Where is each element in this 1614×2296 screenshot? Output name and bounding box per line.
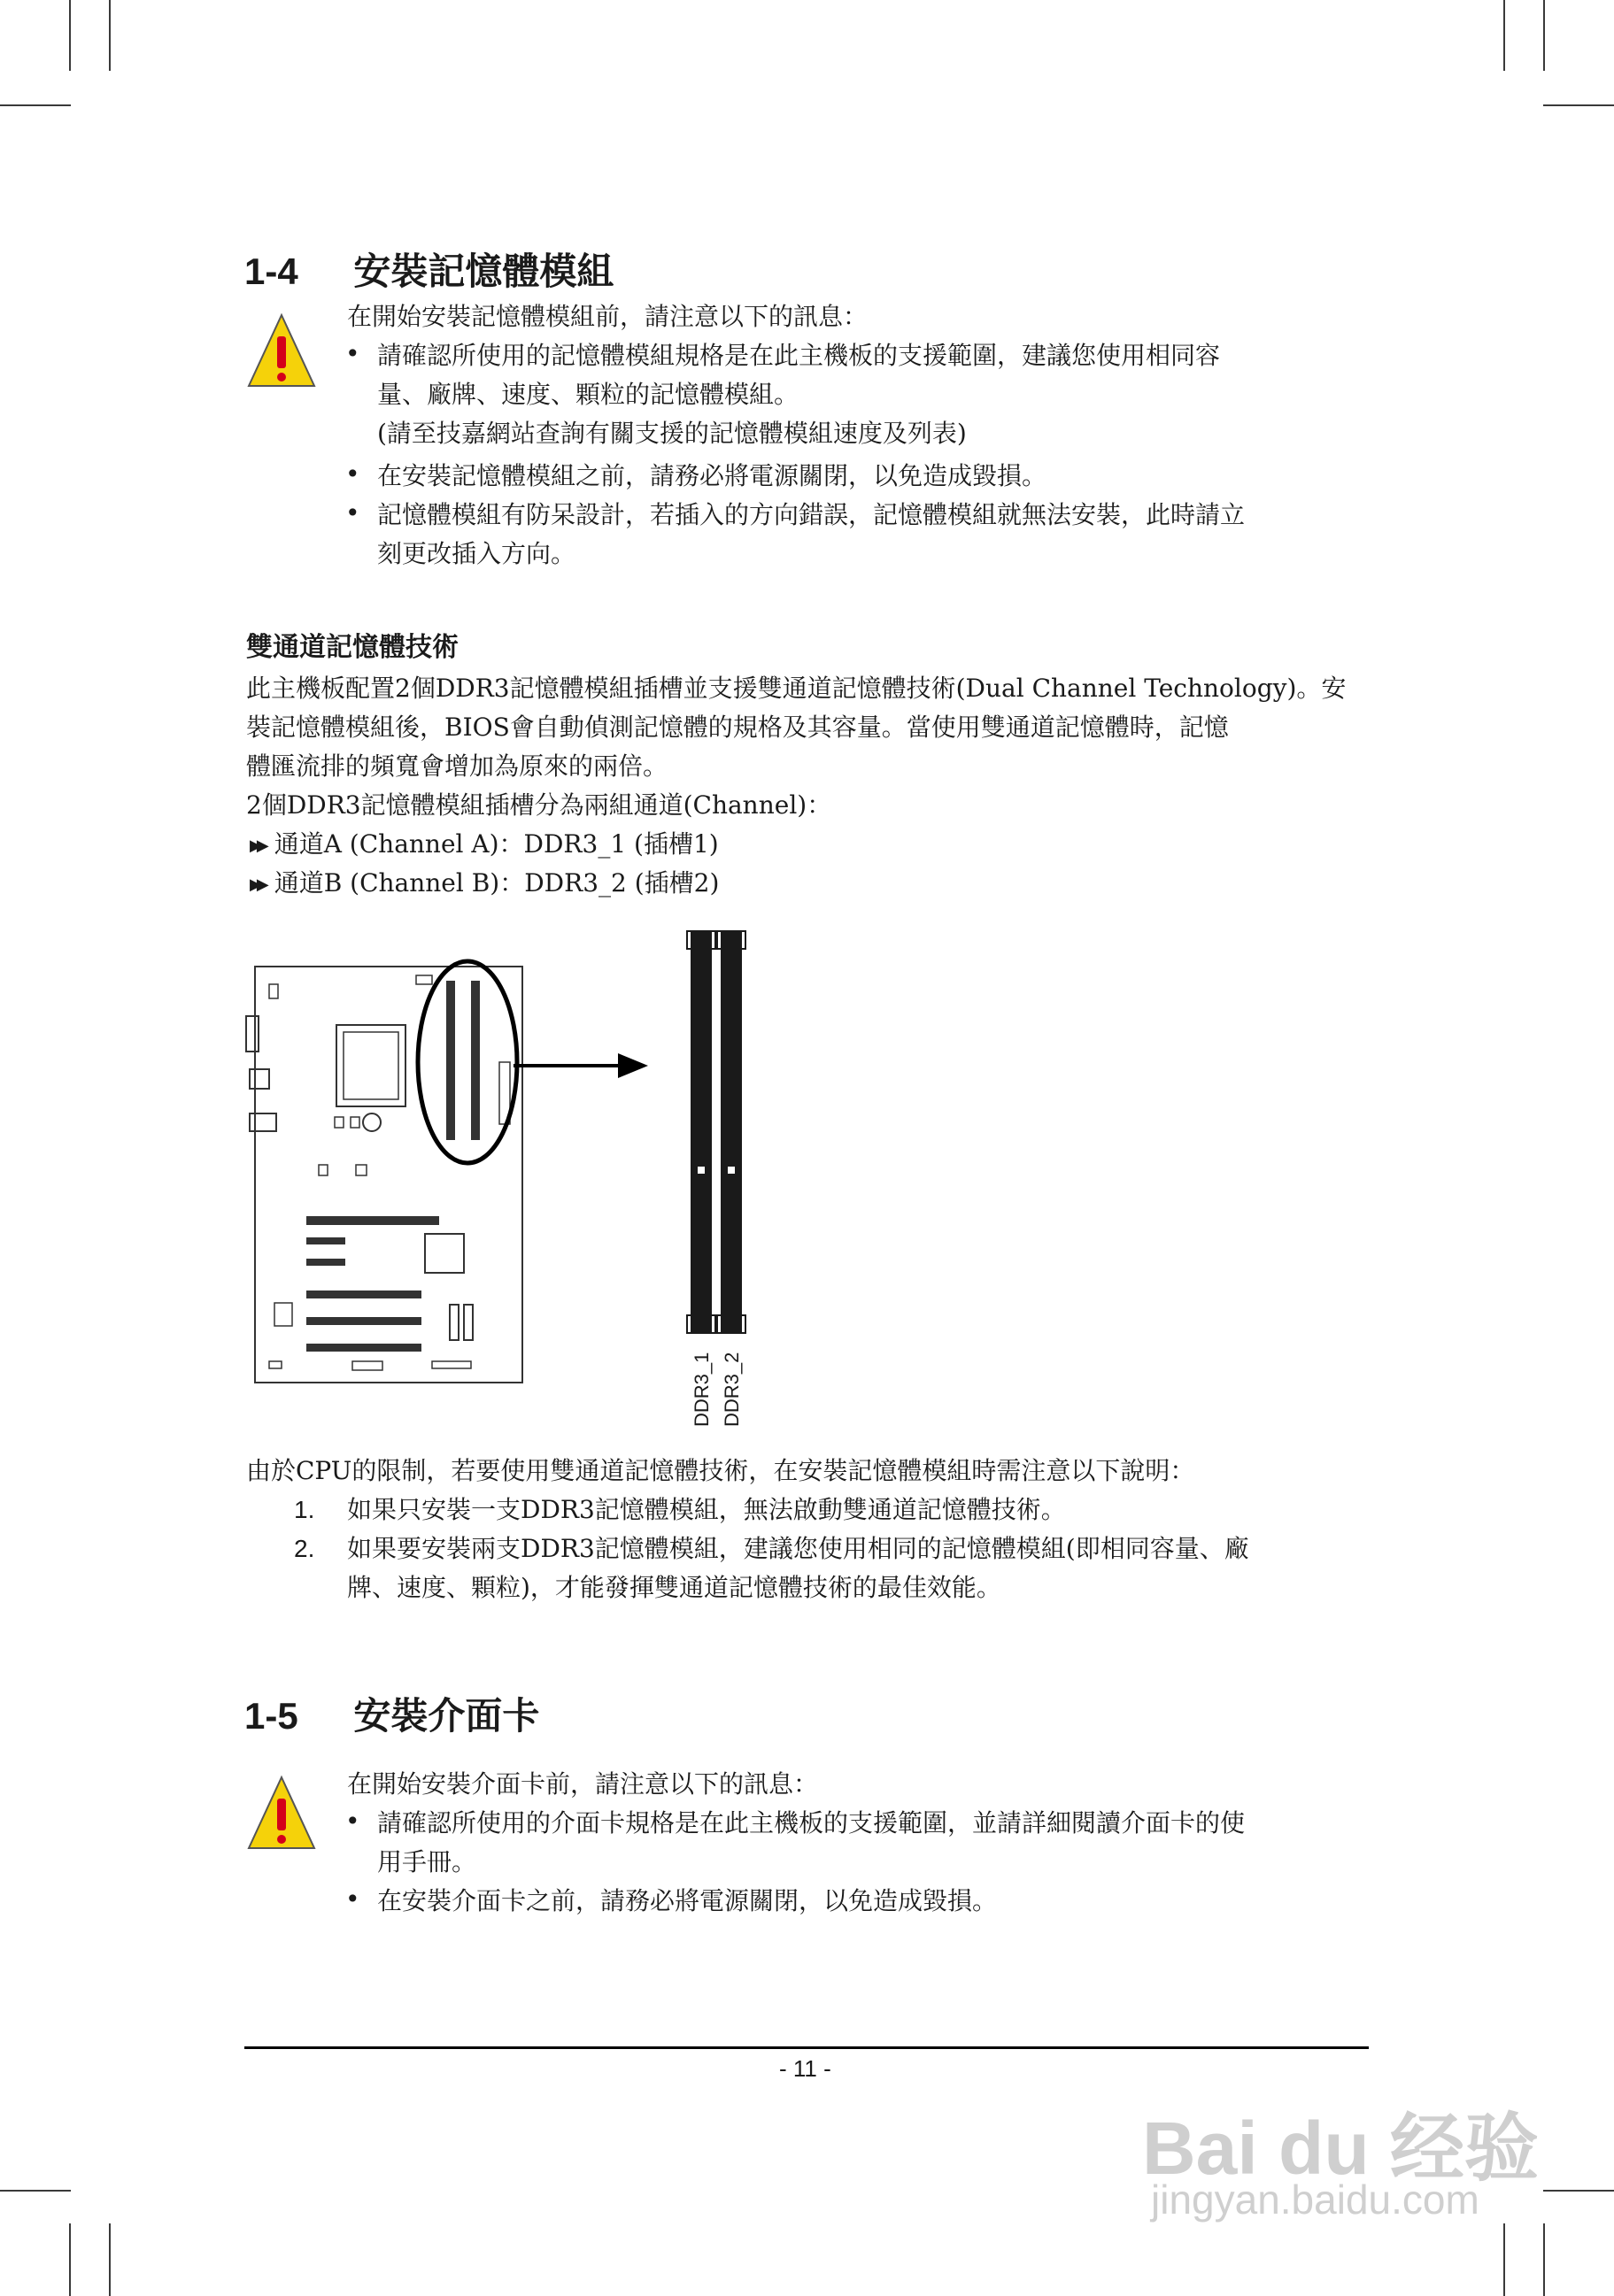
bullet-dot: • xyxy=(345,498,360,528)
channel-text: 通道A (Channel A)：DDR3_1 (插槽1) xyxy=(274,829,719,859)
note-text: 如果要安裝兩支DDR3記憶體模組，建議您使用相同的記憶體模組(即相同容量、廠 xyxy=(347,1534,1249,1563)
slot-label: DDR3_2 xyxy=(721,1352,743,1427)
crop-mark xyxy=(109,0,111,71)
watermark-url: jingyan.baidu.com xyxy=(1151,2177,1479,2223)
crop-mark xyxy=(69,0,71,71)
crop-mark xyxy=(0,2190,71,2192)
chipset xyxy=(425,1234,464,1273)
paragraph-line: 此主機板配置2個DDR3記憶體模組插槽並支援雙通道記憶體技術(Dual Channel Technology)。安 xyxy=(246,674,1347,703)
board-dimm-slot xyxy=(446,981,455,1140)
note-intro: 由於CPU的限制，若要使用雙通道記憶體技術，在安裝記憶體模組時需注意以下說明： xyxy=(246,1456,1195,1485)
note-number: 2. xyxy=(294,1535,315,1562)
bullet-text: 刻更改插入方向。 xyxy=(377,539,576,568)
crop-mark xyxy=(109,2223,111,2296)
board-dimm-slot xyxy=(471,981,480,1140)
double-arrow-icon: ▶▶ xyxy=(250,875,264,894)
section-heading xyxy=(244,1687,539,1740)
paragraph-line: 裝記憶體模組後，BIOS會自動偵測記憶體的規格及其容量。當使用雙通道記憶體時，記憶 xyxy=(246,713,1229,742)
bullet-dot: • xyxy=(345,1884,360,1914)
section-title: 安裝介面卡 xyxy=(353,1694,540,1737)
page-number: - 11 - xyxy=(779,2055,831,2082)
note-text: 牌、速度、顆粒)，才能發揮雙通道記憶體技術的最佳效能。 xyxy=(347,1573,1001,1602)
dimm-slot-2 xyxy=(721,931,742,1333)
dimm-slot-1 xyxy=(691,931,712,1333)
warning-icon xyxy=(246,312,317,391)
arrow-head xyxy=(618,1053,648,1078)
bullet-dot: • xyxy=(345,339,360,368)
crop-mark xyxy=(1543,2223,1545,2296)
bullet-text: 在安裝介面卡之前，請務必將電源關閉，以免造成毀損。 xyxy=(377,1886,998,1915)
bullet-dot: • xyxy=(345,459,360,489)
bullet-text: (請至技嘉網站查詢有關支援的記憶體模組速度及列表) xyxy=(377,419,967,448)
crop-mark xyxy=(1503,0,1505,71)
crop-mark xyxy=(1543,0,1545,71)
channel-item xyxy=(250,864,719,905)
cpu-socket xyxy=(336,1025,405,1106)
bullet-text: 請確認所使用的記憶體模組規格是在此主機板的支援範圍，建議您使用相同容 xyxy=(377,341,1221,370)
bullet-text: 請確認所使用的介面卡規格是在此主機板的支援範圍，並請詳細閱讀介面卡的使 xyxy=(377,1808,1246,1838)
bullet-text: 量、廠牌、速度、顆粒的記憶體模組。 xyxy=(377,380,799,409)
double-arrow-icon: ▶▶ xyxy=(250,836,264,855)
subsection-title: 雙通道記憶體技術 xyxy=(246,632,459,663)
intro-text: 在開始安裝記憶體模組前，請注意以下的訊息： xyxy=(347,302,869,331)
section-heading xyxy=(244,243,614,296)
crop-mark xyxy=(69,2223,71,2296)
crop-mark xyxy=(0,104,71,106)
footer-rule xyxy=(244,2046,1369,2049)
crop-mark xyxy=(1543,104,1614,106)
bullet-text: 在安裝記憶體模組之前，請務必將電源關閉，以免造成毀損。 xyxy=(377,461,1047,490)
warning-icon xyxy=(246,1774,317,1853)
crop-mark xyxy=(1543,2190,1614,2192)
channel-text: 通道B (Channel B)：DDR3_2 (插槽2) xyxy=(274,868,720,898)
watermark-logo: Bai du 经验 xyxy=(1142,2107,1540,2190)
note-number: 1. xyxy=(294,1496,315,1523)
bullet-text: 記憶體模組有防呆設計，若插入的方向錯誤，記憶體模組就無法安裝，此時請立 xyxy=(377,500,1246,529)
bullet-text: 用手冊。 xyxy=(377,1847,477,1876)
intro-text: 在開始安裝介面卡前，請注意以下的訊息： xyxy=(347,1769,819,1799)
crop-mark xyxy=(1503,2223,1505,2296)
paragraph-line: 體匯流排的頻寬會增加為原來的兩倍。 xyxy=(246,751,668,781)
section-number: 1-4 xyxy=(244,250,298,292)
bullet-dot: • xyxy=(345,1807,360,1836)
slot-label: DDR3_1 xyxy=(691,1352,713,1427)
section-title: 安裝記憶體模組 xyxy=(353,250,614,293)
note-text: 如果只安裝一支DDR3記憶體模組，無法啟動雙通道記憶體技術。 xyxy=(347,1495,1066,1524)
section-number: 1-5 xyxy=(244,1695,298,1737)
paragraph-line: 2個DDR3記憶體模組插槽分為兩組通道(Channel)： xyxy=(246,790,832,820)
channel-item xyxy=(250,825,719,866)
motherboard-diagram xyxy=(239,921,770,1398)
